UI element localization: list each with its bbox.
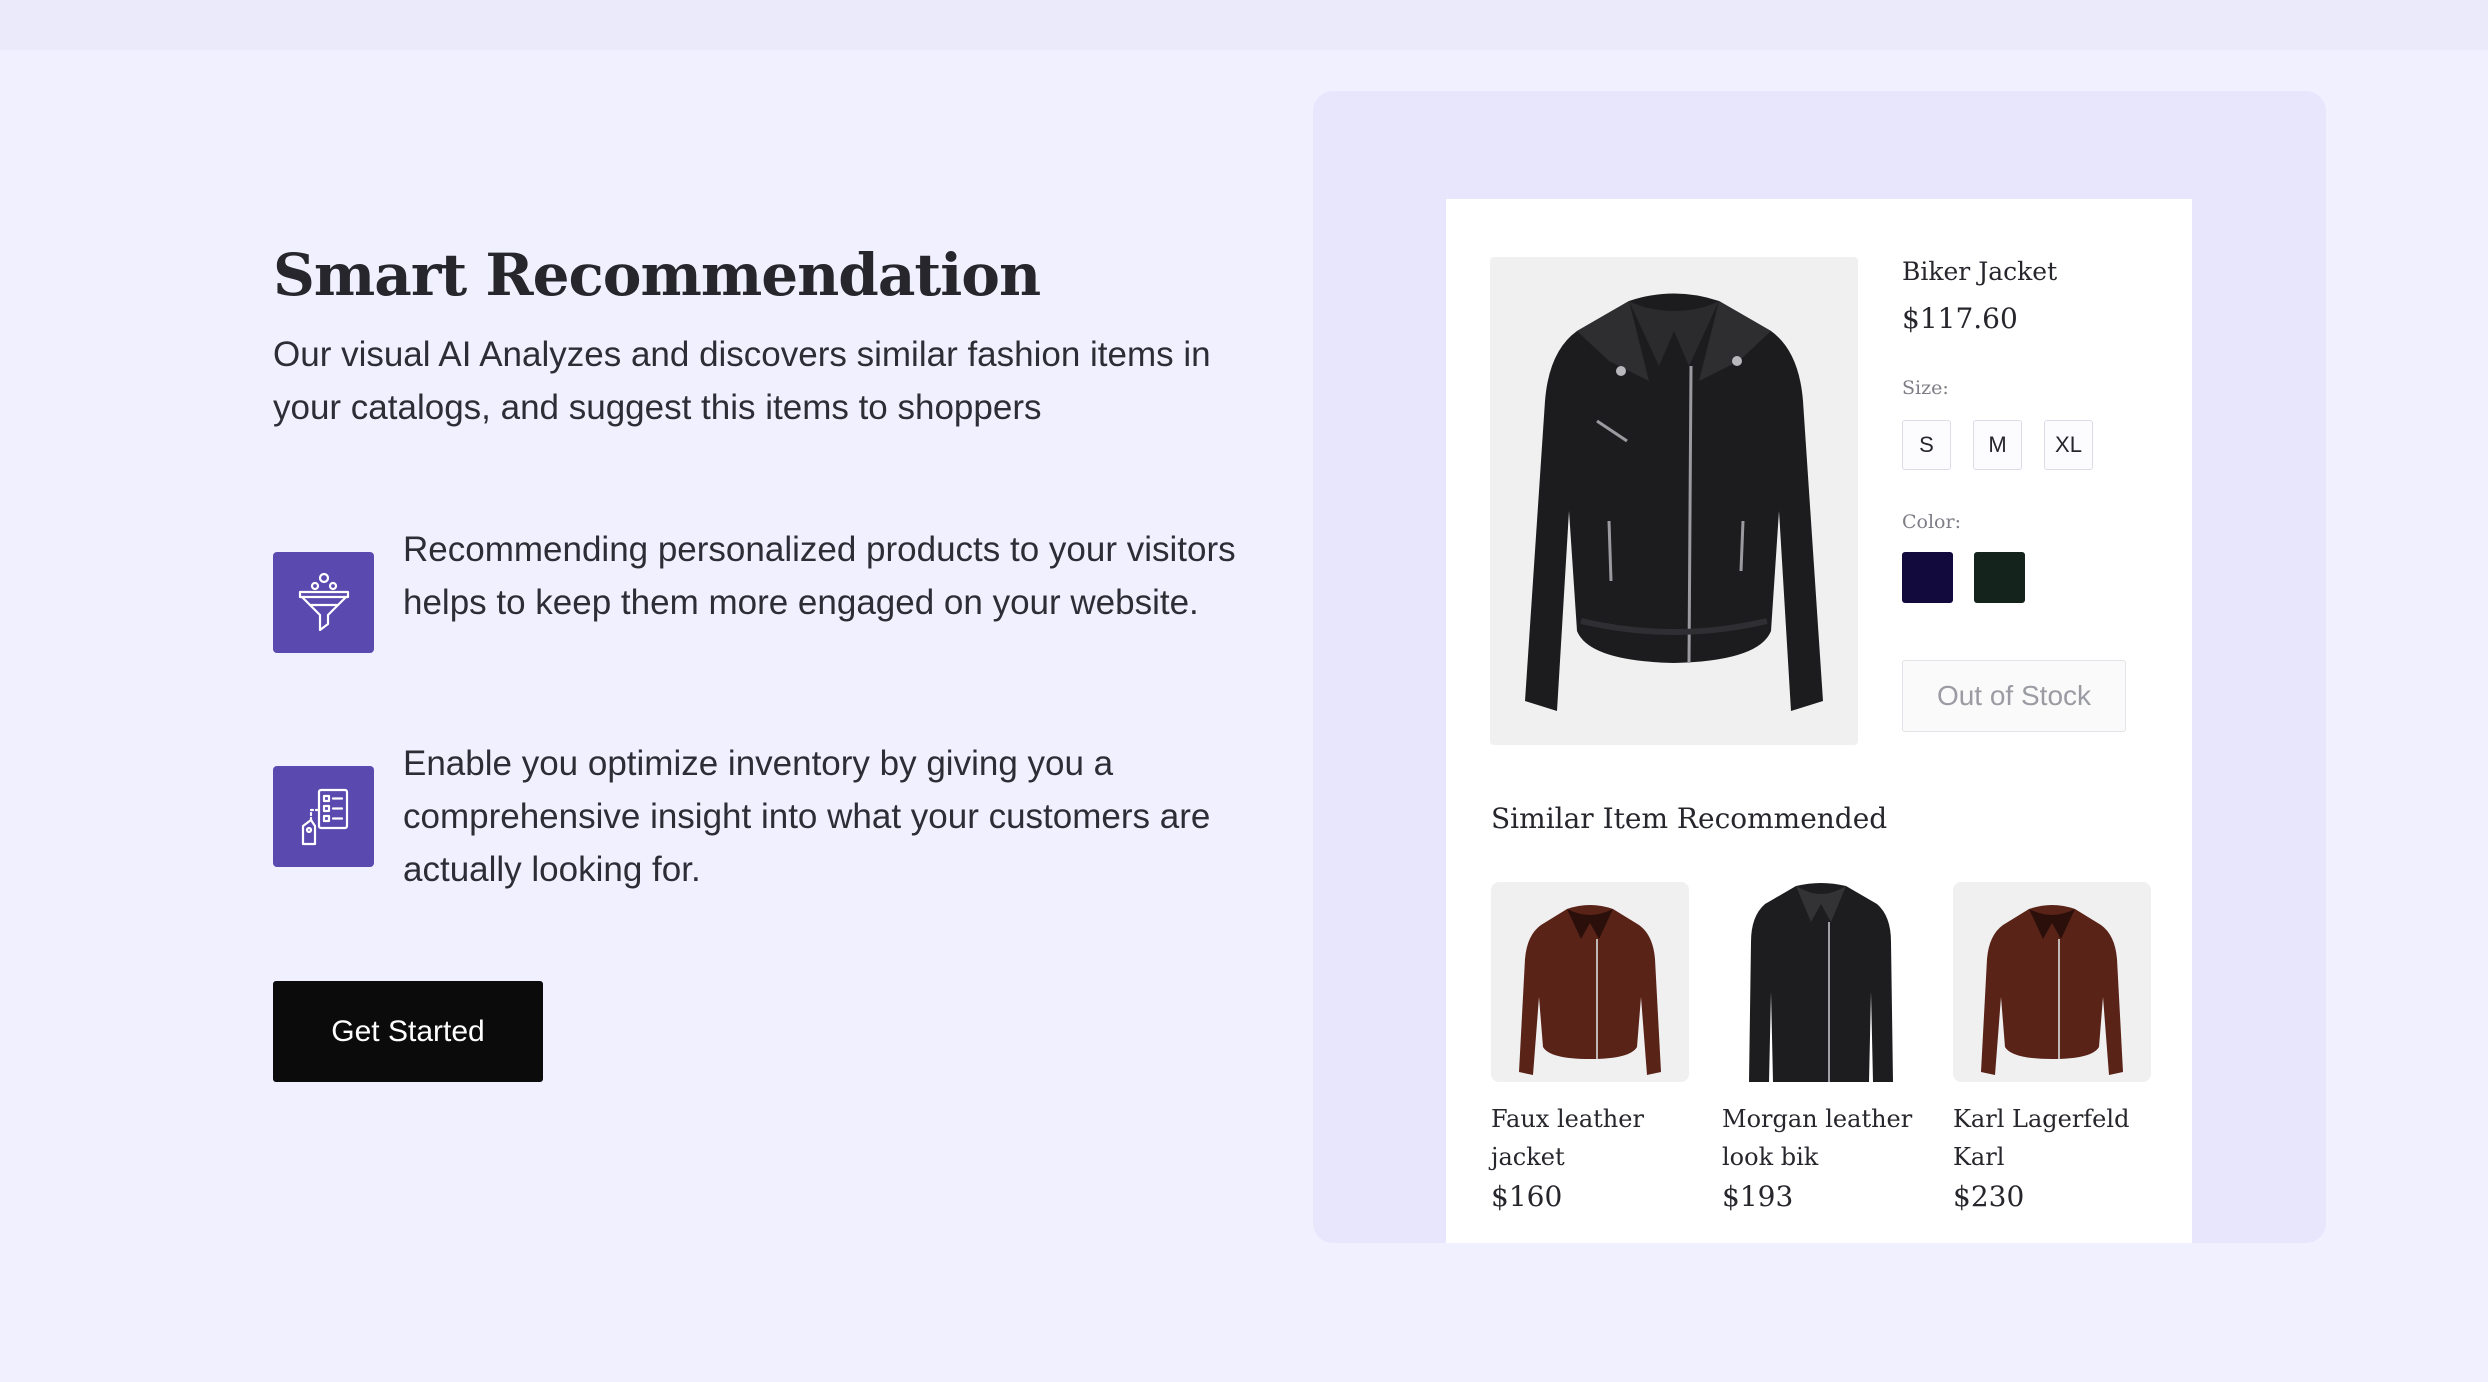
similar-item-image (1722, 882, 1920, 1082)
hero-section (273, 240, 1253, 1048)
similar-item-price: $230 (1953, 1180, 2025, 1213)
color-options (1902, 552, 2025, 603)
filter-funnel-icon (273, 552, 374, 653)
product-image[interactable] (1490, 257, 1858, 745)
get-started-button[interactable]: Get Started (273, 981, 543, 1082)
similar-item-image (1953, 882, 2151, 1082)
feature-text: Enable you optimize inventory by giving you a comprehensive insight into what your customers are actually looking for. (403, 744, 1211, 889)
product-name: Biker Jacket (1902, 257, 2058, 286)
size-label: Size: (1902, 377, 1949, 399)
similar-item-image (1491, 882, 1689, 1082)
similar-items-list (1491, 882, 2151, 1213)
similar-item-name: Faux leather jacket (1491, 1105, 1644, 1171)
out-of-stock-button[interactable]: Out of Stock (1902, 660, 2126, 732)
top-band (0, 0, 2488, 50)
size-option-m[interactable]: M (1973, 420, 2022, 470)
hero-subtitle: Our visual AI Analyzes and discovers similar fashion items in your catalogs, and suggest this items to shoppers (273, 335, 1211, 427)
preview-panel (1313, 91, 2326, 1243)
page-title: Smart Recommendation (273, 241, 1041, 309)
product-info (1902, 257, 2172, 335)
similar-item-name: Karl Lagerfeld Karl (1953, 1105, 2130, 1171)
color-swatch-navy[interactable] (1902, 552, 1953, 603)
tag-checklist-icon (273, 766, 374, 867)
size-options (1902, 420, 2093, 470)
product-price: $117.60 (1902, 302, 2018, 335)
similar-items-title: Similar Item Recommended (1491, 802, 1888, 835)
product-card (1446, 199, 2192, 1243)
size-option-s[interactable]: S (1902, 420, 1951, 470)
feature-inventory (273, 737, 1253, 896)
similar-item-price: $160 (1491, 1180, 1563, 1213)
jacket-black-illustration (1509, 271, 1839, 731)
color-swatch-dark-green[interactable] (1974, 552, 2025, 603)
color-label: Color: (1902, 511, 1961, 533)
feature-personalized (273, 523, 1253, 653)
jacket-black-illustration (1741, 882, 1901, 1082)
feature-text: Recommending personalized products to your visitors helps to keep them more engaged on your website. (403, 530, 1236, 622)
similar-item[interactable] (1722, 882, 1920, 1213)
jacket-brown-illustration (1515, 897, 1665, 1082)
similar-item[interactable] (1491, 882, 1689, 1213)
jacket-brown-illustration (1977, 897, 2127, 1082)
similar-item[interactable] (1953, 882, 2151, 1213)
similar-item-price: $193 (1722, 1180, 1794, 1213)
similar-item-name: Morgan leather look bik (1722, 1105, 1913, 1171)
size-option-xl[interactable]: XL (2044, 420, 2093, 470)
